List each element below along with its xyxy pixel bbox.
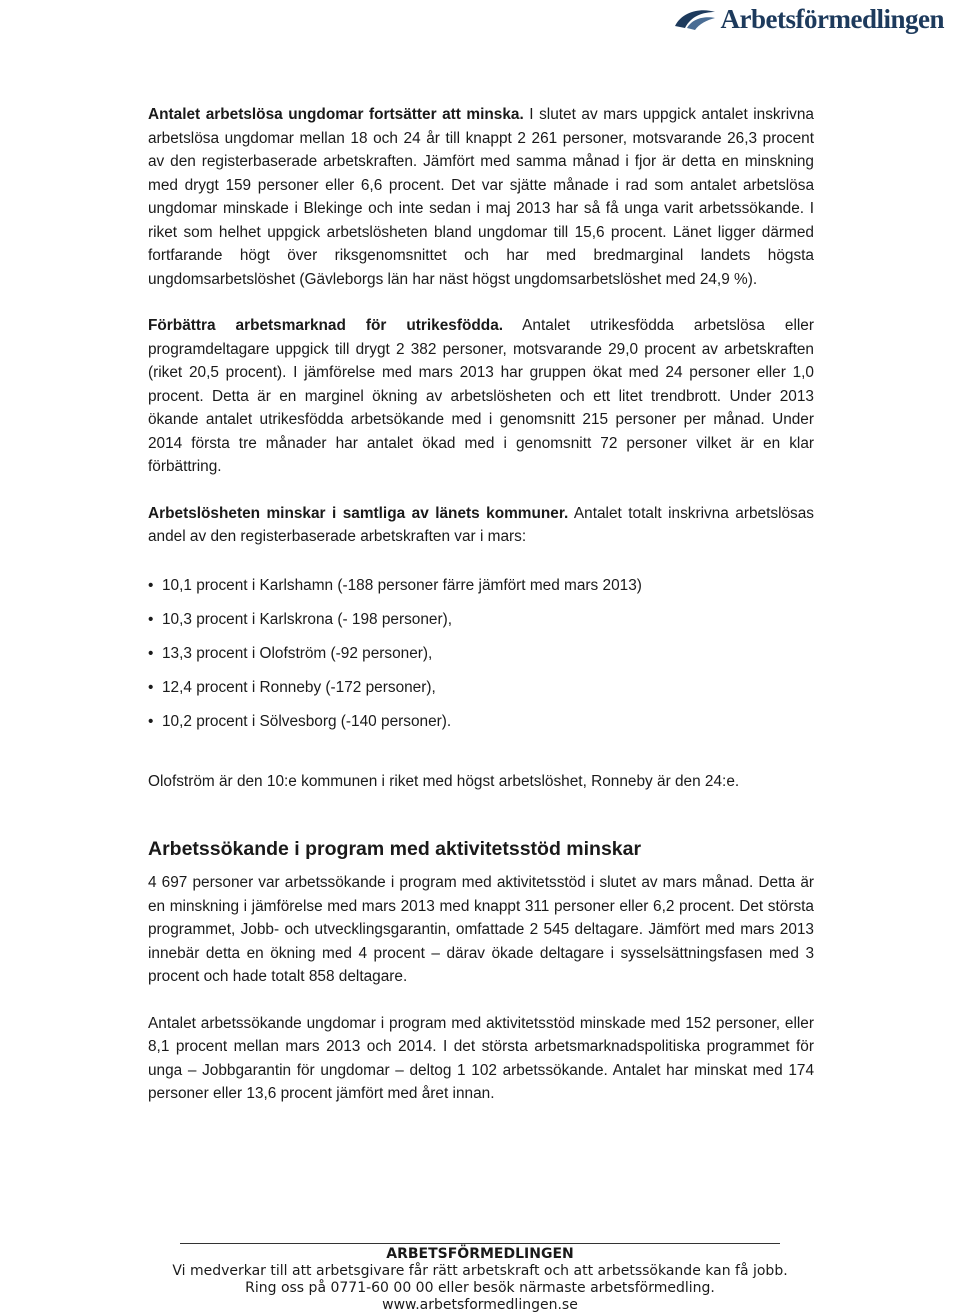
paragraph-youth-programs: Antalet arbetssökande ungdomar i program med aktivitetsstöd minskade med 152 personer, eller 8,1 procent mellan mars 2013 och 2014. I det största arbetsmarknadspolitiska programmet för unga – Jobbgarantin för ungdomar – deltog 1 102 arbetssökande. Antalet har minskat med 174 personer eller 13,6 procent jämfört med året innan. — [148, 1014, 814, 1102]
paragraph-body: Antalet totalt inskrivna arbetslösas andel av den registerbaserade arbetskraften var i mars: — [148, 504, 814, 545]
list-item: • 10,3 procent i Karlskrona (- 198 personer), — [148, 610, 453, 628]
paragraph-body: Antalet utrikesfödda arbetslösa eller programdeltagare uppgick till drygt 2 382 personer, motsvarande 29,0 procent av arbetskraften (riket 20,5 procent). I jämförelse med mars 2013 har gruppen ökat med 24 personer eller 1,0 procent. Detta är en marginel ökning av arbetslösheten och ett litet trendbrott. Under 2013 ökande antalet utrikesfödda arbetsökande med i genomsnitt 215 personer per månad. Under 2014 första tre månader har antalet ökad med i genomsnitt 72 personer vilket är en klar förbättring. — [148, 317, 814, 475]
paragraph-body: I slutet av mars uppgick antalet inskrivna arbetslösa ungdomar mellan 18 och 24 år till knappt 2 261 personer, motsvarande 26,3 procent av den registerbaserade arbetskraften. Jämfört med samma månad i fjor är detta en minskning med drygt 159 personer eller 6,6 procent. Det var sjätte månade i rad som antalet arbetslösa ungdomar minskade i Blekinge och inte sedan i maj 2013 har så få unga varit arbetssökande. I riket som helhet uppgick arbetslösheten bland ungdomar till 15,6 procent. Länet ligger därmed fortfarande högt över riksgenomsnittet och har med bredmarginal landets högsta ungdomsarbetslöshet (Gävleborgs län har näst högst ungdomsarbetslöshet med 24,9 %). — [148, 106, 814, 288]
footer-url[interactable]: www.arbetsformedlingen.se — [382, 1297, 578, 1313]
footer-contact: Ring oss på 0771-60 00 00 eller besök närmaste arbetsförmedling. — [245, 1280, 715, 1296]
paragraph-foreign-born — [148, 314, 814, 479]
swoosh-icon — [673, 6, 717, 32]
paragraph-olofstrom: Olofström är den 10:e kommunen i riket med högst arbetslöshet, Ronneby är den 24:e. — [148, 772, 740, 790]
footer-org: ARBETSFÖRMEDLINGEN — [386, 1246, 574, 1262]
paragraph-lead: Arbetslösheten minskar i samtliga av länets kommuner. — [148, 504, 569, 522]
document-body — [148, 103, 814, 1106]
list-item: • 13,3 procent i Olofström (-92 personer), — [148, 644, 433, 662]
footer-tagline: Vi medverkar till att arbetsgivare får rätt arbetskraft och att arbetssökande kan få jobb. — [172, 1263, 788, 1279]
section-heading: Arbetssökande i program med aktivitetsstöd minskar — [148, 838, 642, 860]
paragraph-youth-unemployment — [148, 103, 814, 291]
municipality-list — [148, 574, 814, 744]
paragraph-lead: Antalet arbetslösa ungdomar fortsätter att minska. — [148, 106, 524, 123]
logo-text: Arbetsförmedlingen — [720, 3, 944, 34]
paragraph-municipalities — [148, 502, 814, 549]
brand-logo — [673, 4, 944, 34]
page-footer — [0, 1240, 960, 1314]
paragraph-lead: Förbättra arbetsmarknad för utrikesfödda. — [148, 317, 504, 334]
list-item: • 10,1 procent i Karlshamn (-188 personer färre jämfört med mars 2013) — [148, 576, 642, 594]
paragraph-program-participants: 4 697 personer var arbetssökande i program med aktivitetsstöd i slutet av mars månad. Detta är en minskning i jämförelse med mars 2013 med knappt 311 personer eller 6,2 procent. Det största programmet, Jobb- och utvecklingsgarantin, omfattade 2 545 deltagare. Jämfört med mars 2013 innebär detta en ökning med 4 procent – därav ökade deltagare i sysselsättningsfasen med 3 procent och hade totalt 858 deltagare. — [148, 874, 814, 985]
list-item: • 10,2 procent i Sölvesborg (-140 personer). — [148, 712, 452, 730]
list-item: • 12,4 procent i Ronneby (-172 personer), — [148, 678, 436, 696]
